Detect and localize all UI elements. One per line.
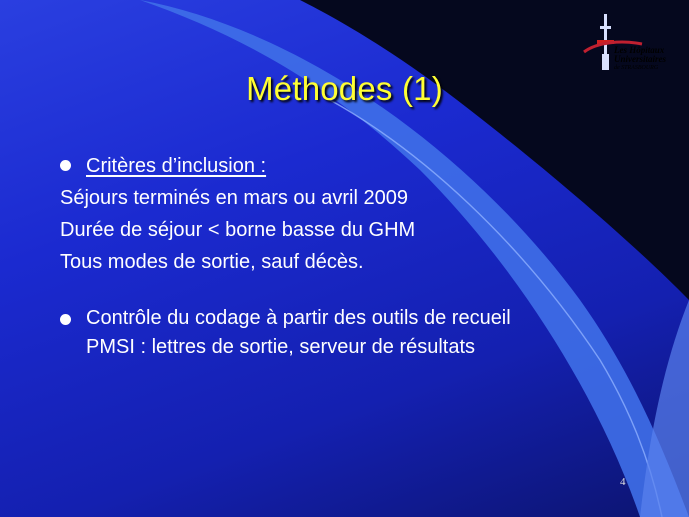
logo-line-3: de STRASBOURG [614,65,659,71]
bullet-coding-control [60,304,660,362]
criteria-line-3: Tous modes de sortie, sauf décès. [60,251,364,273]
logo-text [614,46,666,73]
slide-body [60,150,660,362]
slide-title: Méthodes (1) [246,70,443,107]
bullet-dot-icon [60,160,71,171]
coding-control-line-2: PMSI : lettres de sortie, serveur de résultats [86,336,476,358]
page-number: 4 [620,476,626,488]
criteria-line-1: Séjours terminés en mars ou avril 2009 [60,187,408,209]
logo-line-2: Universitaires [614,54,667,64]
criteria-line-2: Durée de séjour < borne basse du GHM [60,219,416,241]
bullet-dot-icon [60,314,71,325]
logo-line-1: Les Hôpitaux [614,45,665,55]
coding-control-line-1: Contrôle du codage à partir des outils de recueil [86,307,511,329]
criteria-heading: Critères d’inclusion : [86,155,267,177]
bullet-criteria [60,150,660,182]
